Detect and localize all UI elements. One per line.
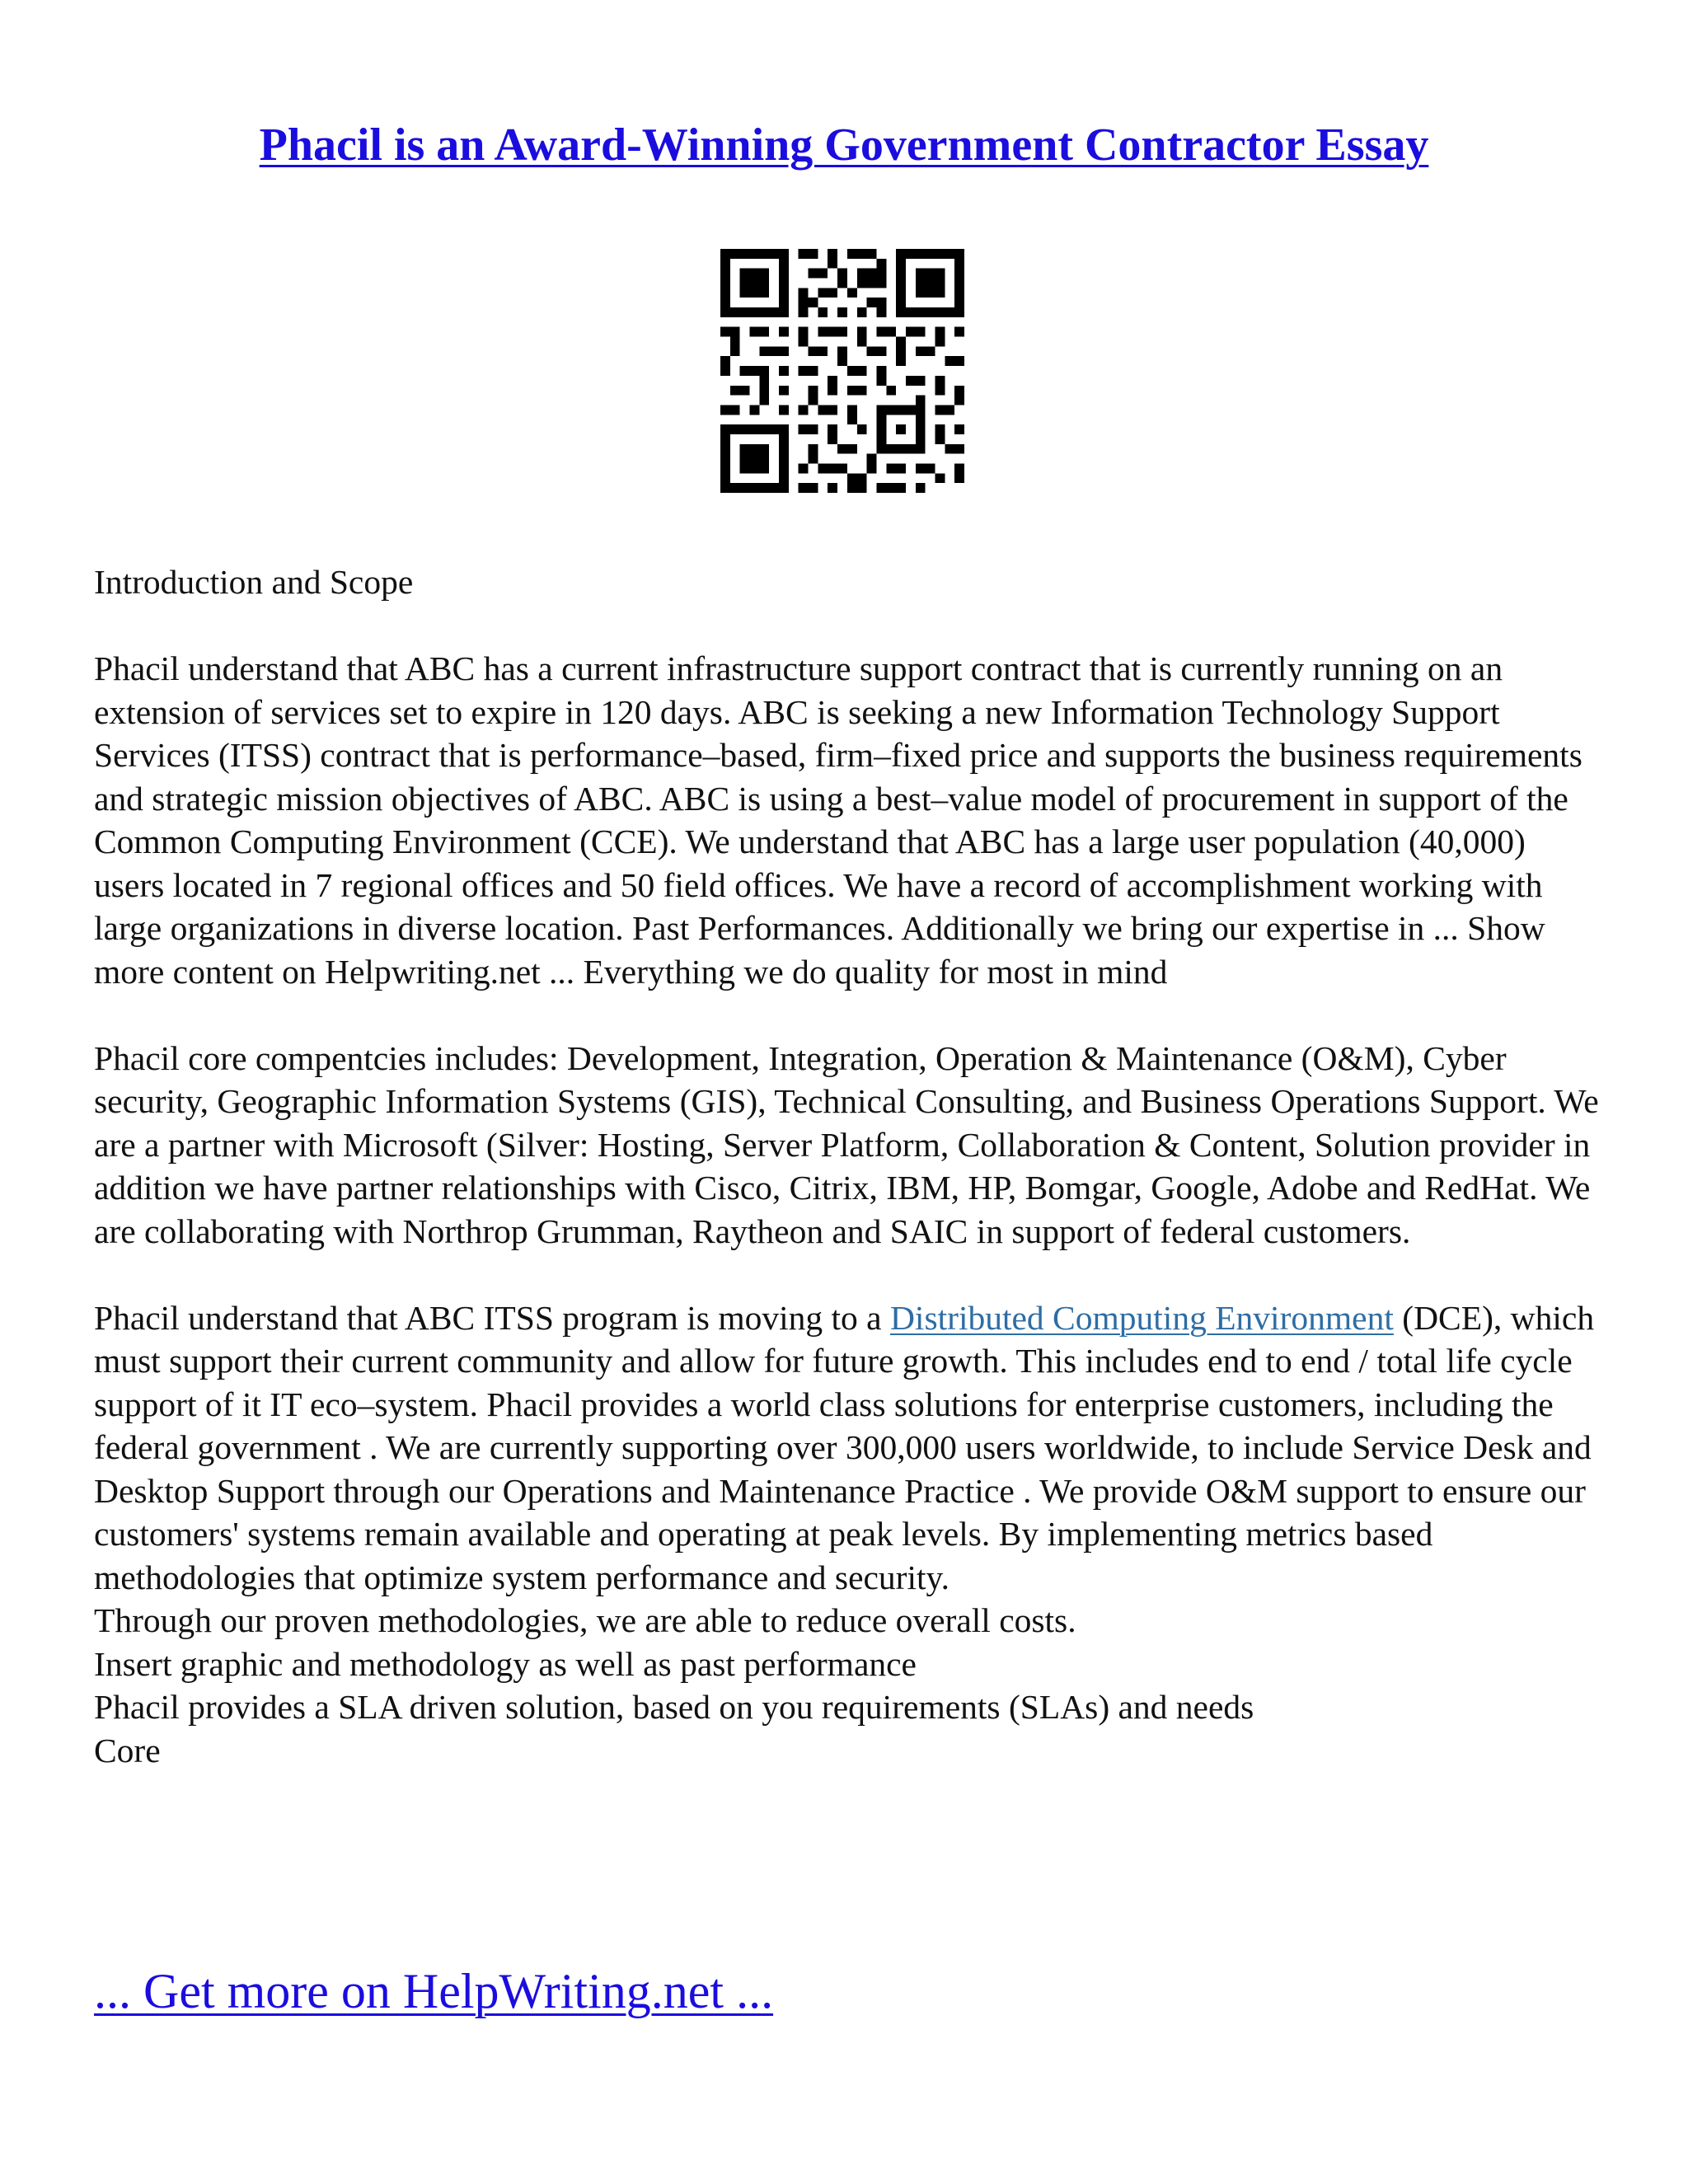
paragraph-5: Insert graphic and methodology as well as past performance: [94, 1644, 917, 1683]
paragraph-3-lead: Phacil understand that ABC ITSS program is moving to a: [94, 1298, 890, 1337]
essay-body: [94, 560, 1602, 1772]
essay-title-link[interactable]: Phacil is an Award-Winning Government Contractor Essay: [259, 120, 1429, 171]
paragraph-4: Through our proven methodologies, we are able to reduce overall costs.: [94, 1601, 1076, 1639]
paragraph-intro-heading: Introduction and Scope: [94, 563, 414, 601]
paragraph-1: Phacil understand that ABC has a current infrastructure support contract that is currently running on an extension of services set to expire in 120 days. ABC is seeking a new Information Technology Support Services (ITSS) contract that is performance–based, firm–fixed price and supports the business requirements and strategic mission objectives of ABC. ABC is using a best–value model of procurement in support of the Common Computing Environment (CCE). We understand that ABC has a large user population (40,000) users located in 7 regional offices and 50 field offices. We have a record of accomplishment working with large organizations in diverse location. Past Performances. Additionally we bring our expertise in ... Show more content on Helpwriting.net ... Everything we do quality for most in mind: [94, 649, 1582, 991]
paragraph-7: Core: [94, 1731, 161, 1769]
paragraph-2: Phacil core compentcies includes: Development, Integration, Operation & Maintenance (O&M), Cyber security, Geographic Information Systems (GIS), Technical Consulting, and Business Operations Support. We are a partner with Microsoft (Silver: Hosting, Server Platform, Collaboration & Content, Solution provider in addition we have partner relationships with Cisco, Citrix, IBM, HP, Bomgar, Google, Adobe and RedHat. We are collaborating with Northrop Grumman, Raytheon and SAIC in support of federal customers.: [94, 1038, 1599, 1250]
dce-link[interactable]: Distributed Computing Environment: [889, 1298, 1394, 1337]
essay-title: [0, 117, 1688, 173]
paragraph-6: Phacil provides a SLA driven solution, based on you requirements (SLAs) and needs: [94, 1688, 1254, 1726]
qr-code-icon: [720, 249, 964, 493]
paragraph-3-rest: (DCE), which must support their current community and allow for future growth. This includes end to end / total life cycle support of it IT eco–system. Phacil provides a world class solutions for enterprise customers, including the federal government . We are currently supporting over 300,000 users worldwide, to include Service Desk and Desktop Support through our Operations and Maintenance Practice . We provide O&M support to ensure our customers' systems remain available and operating at peak levels. By implementing metrics based methodologies that optimize system performance and security.: [94, 1298, 1595, 1596]
get-more-section: [94, 1961, 773, 2021]
get-more-link[interactable]: ... Get more on HelpWriting.net ...: [94, 1964, 774, 2018]
paragraph-3: [94, 1296, 1602, 1600]
